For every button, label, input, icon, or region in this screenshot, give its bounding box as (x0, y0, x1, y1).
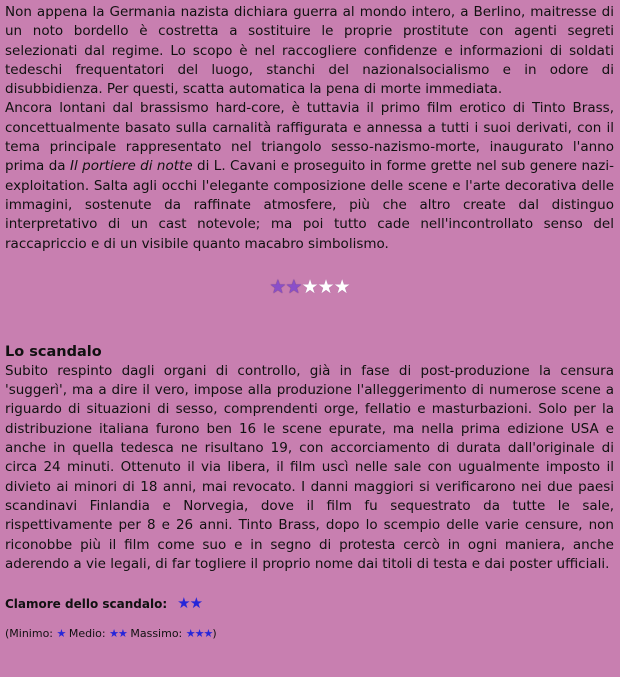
legend-close: ) (212, 627, 217, 641)
star-empty-icon: ★ (317, 275, 334, 298)
star-icon: ★★★ (185, 627, 213, 641)
star-empty-icon: ★ (301, 275, 318, 298)
legend-massimo-label: Massimo: (126, 627, 186, 641)
star-icon: ★★ (109, 627, 127, 641)
legend-medio-label: Medio: (65, 627, 110, 641)
legend-open: (Minimo: (5, 627, 57, 641)
scandal-paragraph: Subito respinto dagli organi di controllo, già in fase di post-produzione la censura 'suggerì', ma a dire il vero, impose alla produzione l'alleggerimento di numerose scene a riguardo di situazioni di sesso, comprendenti orge, fellatio e masturbazioni. Solo per la distribuzione italiana furono ben 16 le scene epurate, ma nella prima edizione USA e anche in quella tedesca ne risultano 19, con accorciamento di durata dall'originale di circa 24 minuti. Ottenuto il via libera, il film uscì nelle sale con ugualmente imposto il divieto ai minori di 18 anni, mai revocato. I danni maggiori si verificarono nei due paesi scandinavi Finlandia e Norvegia, dove il film fu sequestrato da tutte le sale, rispettivamente per 8 e 26 anni. Tinto Brass, dopo lo scempio delle varie censure, non riconobbe più il film come suo e in segno di protesta cercò in ogni maniera, anche aderendo a vie legali, di far togliere il proprio nome dai titoli di testa e dai poster ufficiali. (5, 362, 614, 572)
paragraph-text: Ancora lontani dal brassismo hard-core, è tuttavia il primo film erotico di Tinto Brass, concettualmente basato sulla carnalità raffigurata e annessa a tutti i suoi derivati, con il tema principale rappresentato nel triangolo sesso-nazismo-morte, inaugurato l'anno prima da (5, 100, 614, 175)
star-icon: ★★ (177, 594, 203, 613)
scandal-uproar-label: Clamore dello scandalo: (5, 597, 168, 612)
star-filled-icon: ★ (285, 275, 302, 298)
film-rating (5, 277, 614, 297)
scandal-section-title: Lo scandalo (5, 343, 102, 360)
paragraph-text: di L. Cavani e proseguito in forme grette nel sub genere nazi-exploitation. Salta agli occhi l'elegante composizione delle scene e l'arte decorativa delle immagini, sostenute da raffinate atmosfere, più che altro create dal distinguo interpretativo di un cast notevole; ma poi tutto cade nell'incontrollato senso del raccapriccio e di un visibile quanto macabro simbolismo. (5, 158, 615, 252)
paragraph-text: Non appena la Germania nazista dichiara guerra al mondo intero, a Berlino, maitresse di un noto bordello è costretta a sostituire le proprie prostitute con agenti segreti selezionati dal regime. Lo scopo è nel raccogliere confidenze e informazioni di soldati tedeschi frequentatori del luogo, stanchi del nazionalsocialismo e in odore di disubbidienza. Per questi, scatta automatica la pena di morte immediata. (5, 4, 614, 98)
film-title-reference: Il portiere di notte (70, 158, 193, 175)
star-empty-icon: ★ (333, 275, 350, 298)
rating-legend (5, 626, 614, 642)
star-icon: ★ (56, 627, 66, 641)
plot-and-review-paragraph (5, 0, 614, 254)
star-filled-icon: ★ (269, 275, 286, 298)
scandal-uproar-rating (5, 594, 614, 613)
